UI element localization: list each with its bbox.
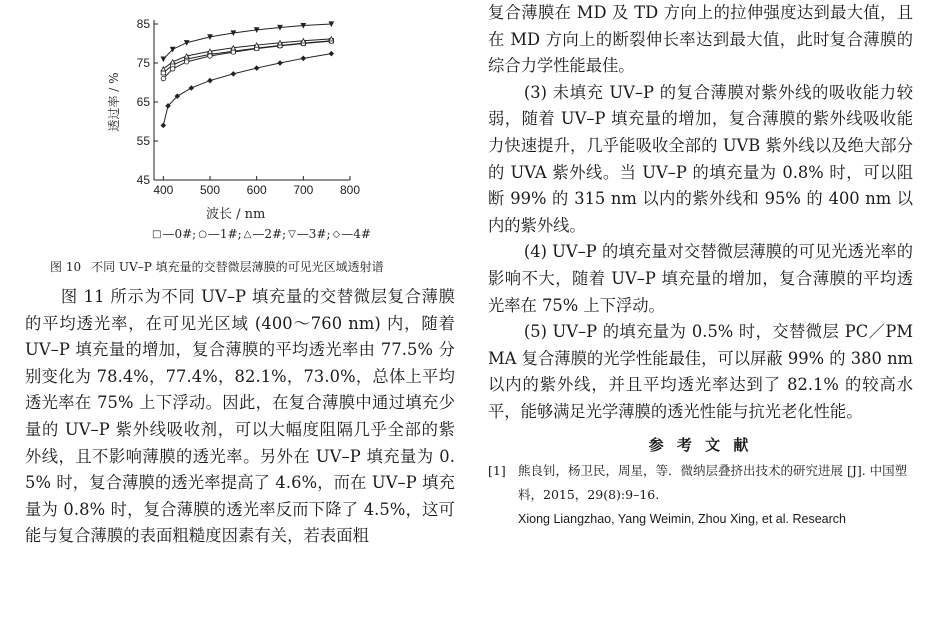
data-point-4# — [231, 72, 235, 76]
data-point-1# — [184, 60, 188, 64]
body-paragraph: 复合薄膜在 MD 及 TD 方向上的拉伸强度达到最大值，且在 MD 方向上的断裂伸长率达到最大值，此时复合薄膜的综合力学性能最佳。 — [488, 3, 913, 76]
x-tick-label: 700 — [293, 183, 314, 197]
conclusion-5: (5) UV–P 的填充量为 0.5% 时，交替微层 PC／PMMA 复合薄膜的光学性能最佳，可以屏蔽 99% 的 380 nm 以内的紫外线，并且平均透光率达到了 82.1% 的较高水平，能够满足光学薄膜的透光性能与抗光老化性能。 — [488, 322, 913, 421]
data-point-4# — [301, 56, 305, 60]
data-point-3# — [278, 25, 282, 29]
reference-number: [1] — [488, 462, 506, 478]
data-point-3# — [208, 35, 212, 39]
legend-triangle-down-icon: ▽ — [288, 228, 296, 240]
data-point-3# — [231, 31, 235, 35]
data-point-4# — [189, 86, 193, 90]
legend-item: ◇ —4# — [332, 227, 371, 241]
reference-text: 熊良钊，杨卫民，周星，等．微纳层叠挤出技术的研究进展 [J]. 中国塑料，2015，29(8):9–16. — [518, 462, 908, 502]
legend-square-icon: □ — [152, 228, 162, 240]
data-point-2# — [301, 39, 305, 43]
legend-diamond-icon: ◇ — [332, 228, 341, 240]
data-point-4# — [161, 123, 165, 127]
legend-item: □ —0#; — [152, 227, 197, 241]
data-point-4# — [329, 51, 333, 55]
data-point-1# — [161, 76, 165, 80]
reference-english: Xiong Liangzhao, Yang Weimin, Zhou Xing, et al. Research — [518, 511, 846, 526]
data-point-3# — [329, 22, 333, 26]
data-point-2# — [329, 37, 333, 41]
x-tick-label: 600 — [246, 183, 267, 197]
data-point-3# — [184, 41, 188, 45]
legend-triangle-icon: △ — [243, 228, 252, 240]
references-heading: 参 考 文 献 — [648, 435, 753, 454]
left-column — [25, 284, 455, 550]
transmittance-chart — [100, 8, 400, 208]
legend-item: ▽ —3#; — [288, 227, 331, 241]
series-line-4# — [163, 54, 331, 126]
data-point-4# — [278, 61, 282, 65]
data-point-4# — [254, 66, 258, 70]
legend-item: △ —2#; — [243, 227, 287, 241]
data-point-2# — [170, 60, 174, 64]
data-point-2# — [278, 41, 282, 45]
conclusion-4: (4) UV–P 的填充量对交替微层薄膜的可见光透光率的影响不大，随着 UV–P 填充量的增加，复合薄膜的平均透光率在 75% 上下浮动。 — [488, 242, 913, 315]
data-point-1# — [208, 54, 212, 58]
x-tick-label: 500 — [199, 183, 221, 197]
data-point-2# — [254, 43, 258, 47]
data-point-3# — [161, 57, 165, 61]
data-point-4# — [208, 78, 212, 82]
chart-legend — [152, 227, 392, 241]
reference-item — [488, 459, 913, 531]
x-axis-label: 波长 / nm — [206, 207, 266, 222]
data-point-2# — [184, 54, 188, 58]
data-point-3# — [301, 23, 305, 27]
figure-10 — [100, 8, 400, 208]
data-point-1# — [231, 50, 235, 54]
x-tick-label: 800 — [339, 183, 361, 197]
body-paragraph: 图 11 所示为不同 UV–P 填充量的交替微层复合薄膜的平均透光率，在可见光区域 (400～760 nm) 内，随着 UV–P 填充量的增加，复合薄膜的平均透光率由 77.5% 分别变化为 78.4%，77.4%，82.1%，73.0%，总体上平均透光率在 75% 上下浮动。因此，在复合薄膜中通过填充少量的 UV–P 紫外线吸收剂，可以大幅度阻隔几乎全部的紫外线，且不影响薄膜的透光率。另外在 UV–P 填充量为 0.5% 时，复合薄膜的透光率提高了 4.6%，而在 UV–P 填充量为 0.8% 时，复合薄膜的透光率反而下降了 4.5%，这可能与复合薄膜的表面粗糙度因素有关，若表面粗 — [25, 287, 455, 546]
legend-circle-icon: ○ — [198, 228, 207, 240]
y-tick-label: 65 — [136, 95, 150, 109]
data-point-2# — [208, 49, 212, 53]
data-point-1# — [170, 67, 174, 71]
right-column — [488, 0, 913, 531]
figure-caption-text: 不同 UV–P 填充量的交替微层薄膜的可见光区域透射谱 — [91, 260, 384, 274]
figure-caption — [50, 258, 450, 275]
figure-number: 图 10 — [50, 260, 82, 274]
legend-item: ○ —1#; — [198, 227, 242, 241]
data-point-3# — [254, 28, 258, 32]
y-tick-label: 45 — [136, 173, 150, 187]
data-point-2# — [231, 46, 235, 50]
y-tick-label: 75 — [136, 56, 150, 70]
x-tick-label: 400 — [153, 183, 174, 197]
y-axis-label: 透过率 / % — [107, 72, 121, 132]
y-tick-label: 85 — [136, 17, 150, 31]
conclusion-3: (3) 未填充 UV–P 的复合薄膜对紫外线的吸收能力较弱，随着 UV–P 填充量的增加，复合薄膜的紫外线吸收能力快速提升，几乎能吸收全部的 UVB 紫外线以及绝大部分的 UVA 紫外线。当 UV–P 的填充量为 0.8% 时，可以阻断 99% 的 315 nm 以内的紫外线和 95% 的 400 nm 以内的紫外线。 — [488, 82, 913, 235]
y-tick-label: 55 — [136, 134, 150, 148]
